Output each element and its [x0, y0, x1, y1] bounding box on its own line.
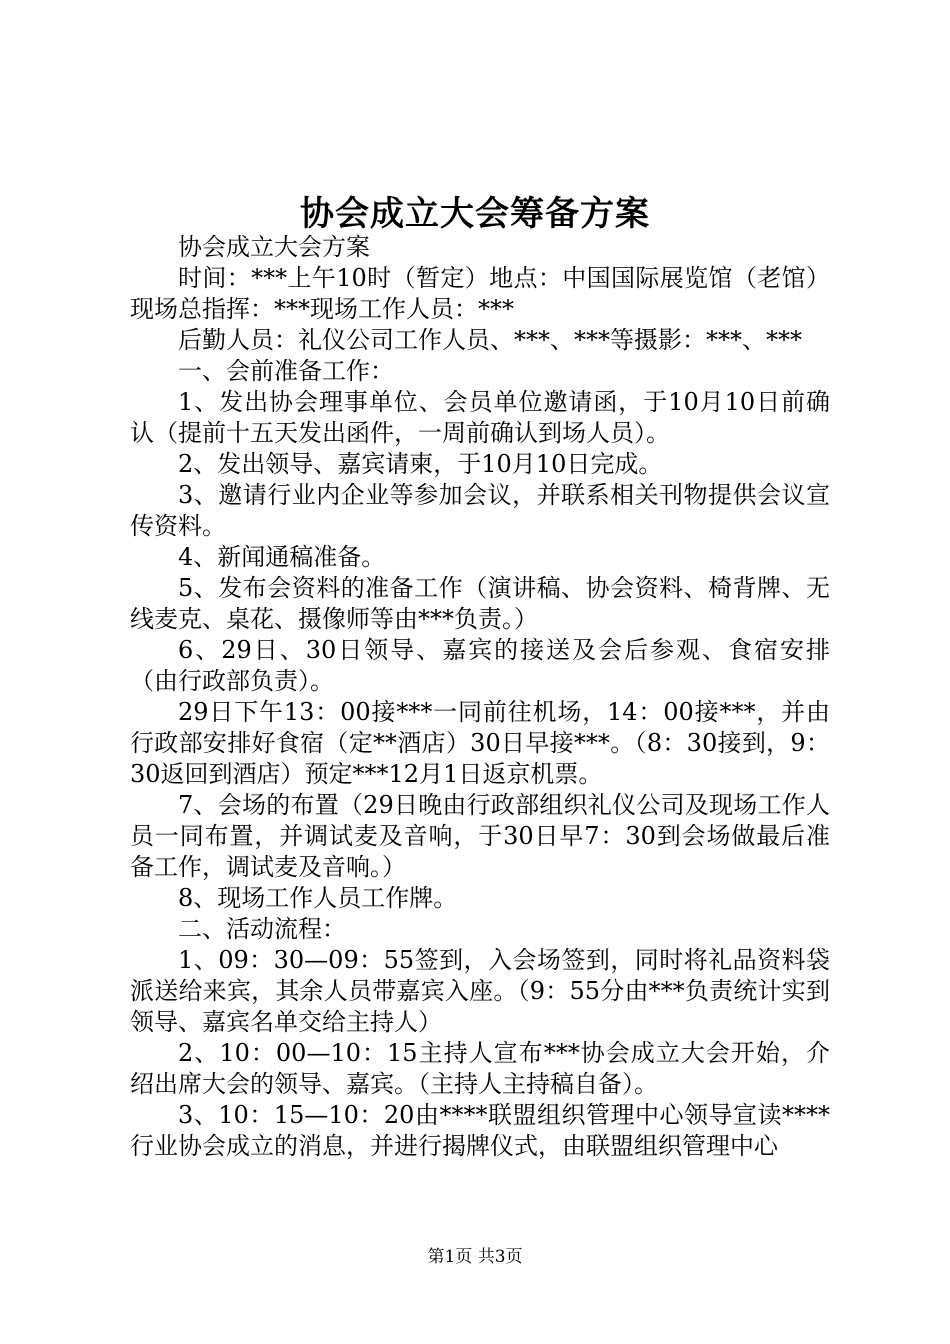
- paragraph: 协会成立大会方案: [178, 233, 370, 261]
- paragraph: 2、10：00—10：15主持人宣布***协会成立大会开始，介绍出席大会的领导、嘉宾。（主持人主持稿自备）。: [130, 1039, 830, 1098]
- paragraph: 1、09：30—09：55签到，入会场签到，同时将礼品资料袋派送给来宾，其余人员带嘉宾入座。（9：55分由***负责统计实到领导、嘉宾名单交给主持人）: [130, 946, 830, 1036]
- page-footer: 第1页 共3页: [427, 1247, 523, 1267]
- paragraph: 29日下午13：00接***一同前往机场，14：00接***，并由行政部安排好食宿（定**酒店）30日早接***。（8：30接到，9：30返回到酒店）预定***12月1日返京机票。: [130, 698, 830, 788]
- section-heading: 一、会前准备工作：: [178, 357, 394, 385]
- section-heading: 二、活动流程：: [178, 915, 346, 943]
- document-body: [130, 232, 830, 1162]
- paragraph: 5、发布会资料的准备工作（演讲稿、协会资料、椅背牌、无线麦克、桌花、摄像师等由***负责。）: [130, 574, 830, 633]
- paragraph: 4、新闻通稿准备。: [178, 543, 386, 571]
- paragraph: 后勤人员：礼仪公司工作人员、***、***等摄影：***、***: [178, 326, 802, 354]
- paragraph: 7、会场的布置（29日晚由行政部组织礼仪公司及现场工作人员一同布置，并调试麦及音响，于30日早7：30到会场做最后准备工作，调试麦及音响。）: [130, 791, 830, 881]
- paragraph: 3、10：15—10：20由****联盟组织管理中心领导宣读****行业协会成立的消息，并进行揭牌仪式，由联盟组织管理中心: [130, 1101, 830, 1160]
- document-title: 协会成立大会筹备方案: [300, 194, 650, 234]
- paragraph: 时间：***上午10时（暂定）地点：中国国际展览馆（老馆）现场总指挥：***现场工作人员：***: [130, 264, 830, 323]
- paragraph: 1、发出协会理事单位、会员单位邀请函，于10月10日前确认（提前十五天发出函件，一周前确认到场人员）。: [130, 388, 830, 447]
- paragraph: 8、现场工作人员工作牌。: [178, 884, 458, 912]
- paragraph: 6、29日、30日领导、嘉宾的接送及会后参观、食宿安排（由行政部负责）。: [130, 636, 830, 695]
- paragraph: 3、邀请行业内企业等参加会议，并联系相关刊物提供会议宣传资料。: [130, 481, 830, 540]
- paragraph: 2、发出领导、嘉宾请柬，于10月10日完成。: [178, 450, 663, 478]
